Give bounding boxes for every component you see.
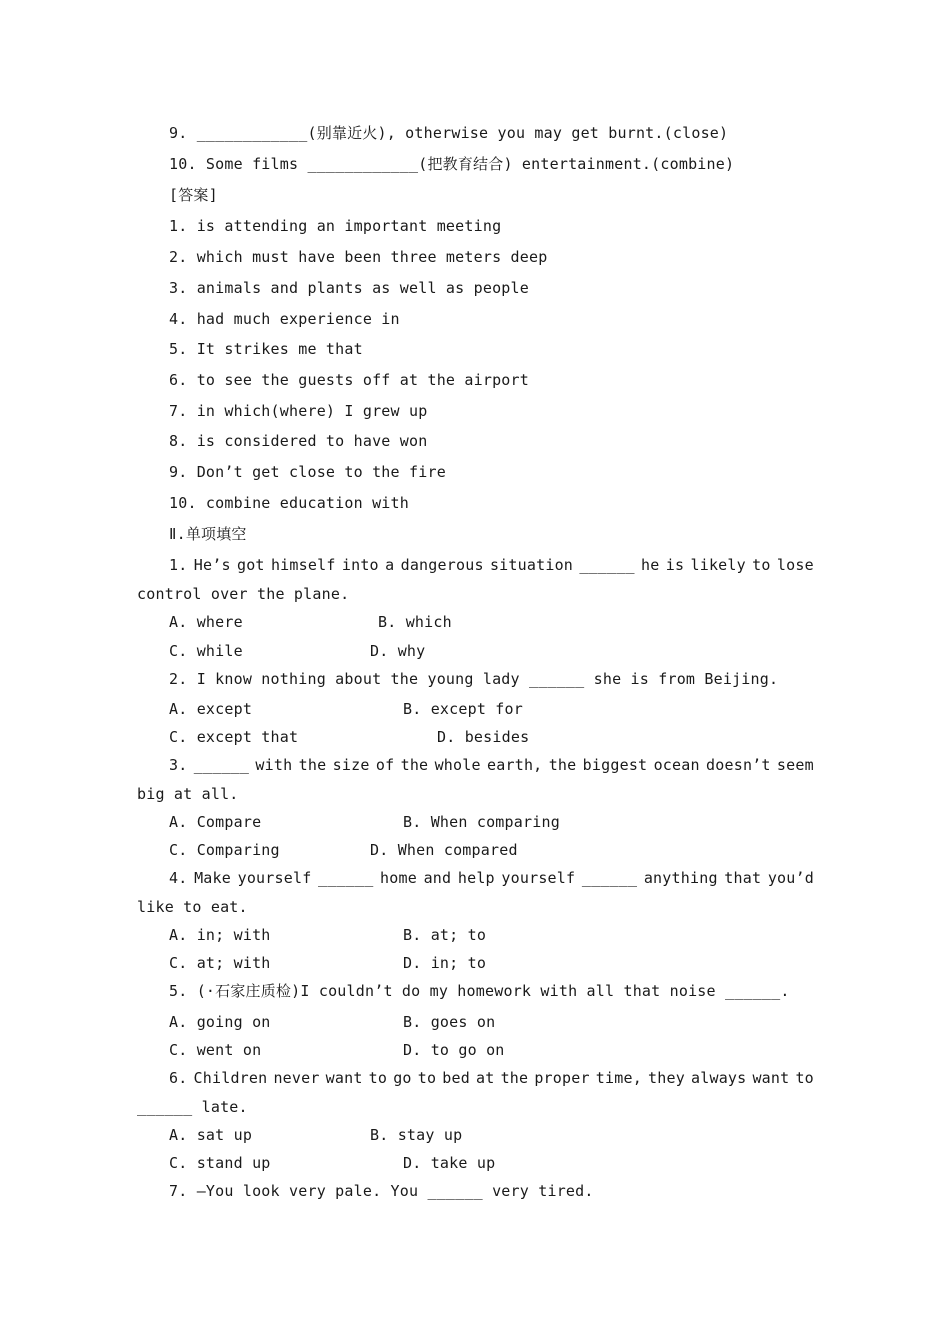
option-b: B. except for	[403, 700, 523, 718]
word: always	[691, 1069, 747, 1087]
option-a: A. in; with	[169, 926, 271, 944]
option-d: D. in; to	[403, 954, 487, 972]
option-d: D. why	[370, 642, 426, 660]
option-a: A. except	[169, 700, 253, 718]
word: yourself	[237, 869, 312, 887]
word: seem	[776, 756, 814, 774]
answer-item: 7. in which(where) I grew up	[169, 402, 428, 420]
question-3-line2: big at all.	[137, 785, 239, 803]
word: go	[393, 1069, 412, 1087]
word: ocean	[653, 756, 700, 774]
option-a: A. sat up	[169, 1126, 253, 1144]
question-3-line1	[169, 755, 814, 775]
word: got	[236, 556, 265, 574]
word: time,	[595, 1069, 642, 1087]
option-c: C. while	[169, 642, 243, 660]
question-2-line1: 2. I know nothing about the young lady ______ she is from Beijing.	[169, 670, 779, 688]
word: of	[375, 756, 395, 774]
word: doesn’t	[706, 756, 771, 774]
word: ______	[581, 869, 638, 887]
word: situation	[489, 556, 574, 574]
word: into	[341, 556, 379, 574]
word: at	[476, 1069, 495, 1087]
answer-item: 2. which must have been three meters deep	[169, 248, 548, 266]
fill-in-question-10: 10. Some films ____________(把教育结合) entertainment.(combine)	[169, 155, 735, 173]
answer-item: 5. It strikes me that	[169, 340, 363, 358]
option-b: B. stay up	[370, 1126, 463, 1144]
option-b: B. at; to	[403, 926, 487, 944]
word: to	[417, 1069, 437, 1087]
option-b: B. goes on	[403, 1013, 496, 1031]
word: the	[400, 756, 429, 774]
word: biggest	[582, 756, 648, 774]
question-4-line1	[169, 868, 814, 888]
option-a: A. Compare	[169, 813, 262, 831]
word: to	[752, 556, 771, 574]
word: a	[385, 556, 395, 574]
word: dangerous	[400, 556, 484, 574]
word: help	[457, 869, 495, 887]
word: to	[368, 1069, 388, 1087]
word: to	[795, 1069, 814, 1087]
option-d: D. take up	[403, 1154, 496, 1172]
section-heading: Ⅱ.单项填空	[169, 525, 247, 543]
question-4-line2: like to eat.	[137, 898, 248, 916]
answer-item: 4. had much experience in	[169, 310, 400, 328]
option-a: A. where	[169, 613, 243, 631]
word: earth,	[487, 756, 543, 774]
question-6-line2: ______ late.	[137, 1098, 248, 1116]
answer-item: 3. animals and plants as well as people	[169, 279, 529, 297]
question-7-line1: 7. —You look very pale. You ______ very tired.	[169, 1182, 594, 1200]
option-d: D. When compared	[370, 841, 518, 859]
word: and	[423, 869, 452, 887]
word: want	[325, 1069, 363, 1087]
question-1-line1	[169, 555, 814, 575]
word: you’d	[767, 869, 814, 887]
answer-item: 9. Don’t get close to the fire	[169, 463, 446, 481]
question-5-line1: 5. (·石家庄质检)I couldn’t do my homework with all that noise ______.	[169, 982, 790, 1000]
word: bed	[442, 1069, 470, 1087]
option-d: D. to go on	[403, 1041, 505, 1059]
word: 6.	[169, 1069, 188, 1087]
option-c: C. went on	[169, 1041, 262, 1059]
word: He’s	[193, 556, 231, 574]
fill-in-question-9: 9. ____________(别靠近火), otherwise you may get burnt.(close)	[169, 124, 729, 142]
option-c: C. Comparing	[169, 841, 280, 859]
word: with	[255, 756, 293, 774]
word: size	[332, 756, 370, 774]
word: whole	[434, 756, 481, 774]
word: the	[500, 1069, 529, 1087]
word: proper	[534, 1069, 590, 1087]
question-1-line2: control over the plane.	[137, 585, 350, 603]
option-b: B. which	[378, 613, 452, 631]
answers-heading: [答案]	[169, 186, 218, 204]
word: likely	[690, 556, 746, 574]
word: yourself	[501, 869, 576, 887]
word: Make	[194, 869, 231, 887]
word: the	[298, 756, 327, 774]
word: that	[724, 869, 762, 887]
word: want	[752, 1069, 790, 1087]
word: anything	[643, 869, 718, 887]
word: 1.	[169, 556, 188, 574]
option-c: C. stand up	[169, 1154, 271, 1172]
word: 3.	[169, 756, 188, 774]
word: himself	[270, 556, 336, 574]
answer-item: 8. is considered to have won	[169, 432, 428, 450]
word: 4.	[169, 869, 188, 887]
word: the	[548, 756, 577, 774]
word: ______	[318, 869, 374, 887]
word: Children	[193, 1069, 268, 1087]
option-a: A. going on	[169, 1013, 271, 1031]
word: is	[665, 556, 685, 574]
word: ______	[193, 756, 250, 774]
word: he	[640, 556, 660, 574]
option-d: D. besides	[437, 728, 530, 746]
word: they	[648, 1069, 685, 1087]
option-b: B. When comparing	[403, 813, 560, 831]
word: home	[380, 869, 417, 887]
answer-item: 1. is attending an important meeting	[169, 217, 502, 235]
word: lose	[776, 556, 814, 574]
option-c: C. except that	[169, 728, 299, 746]
answer-item: 10. combine education with	[169, 494, 409, 512]
word: never	[273, 1069, 320, 1087]
answer-item: 6. to see the guests off at the airport	[169, 371, 529, 389]
option-c: C. at; with	[169, 954, 271, 972]
question-6-line1	[169, 1068, 814, 1088]
word: ______	[579, 556, 635, 574]
